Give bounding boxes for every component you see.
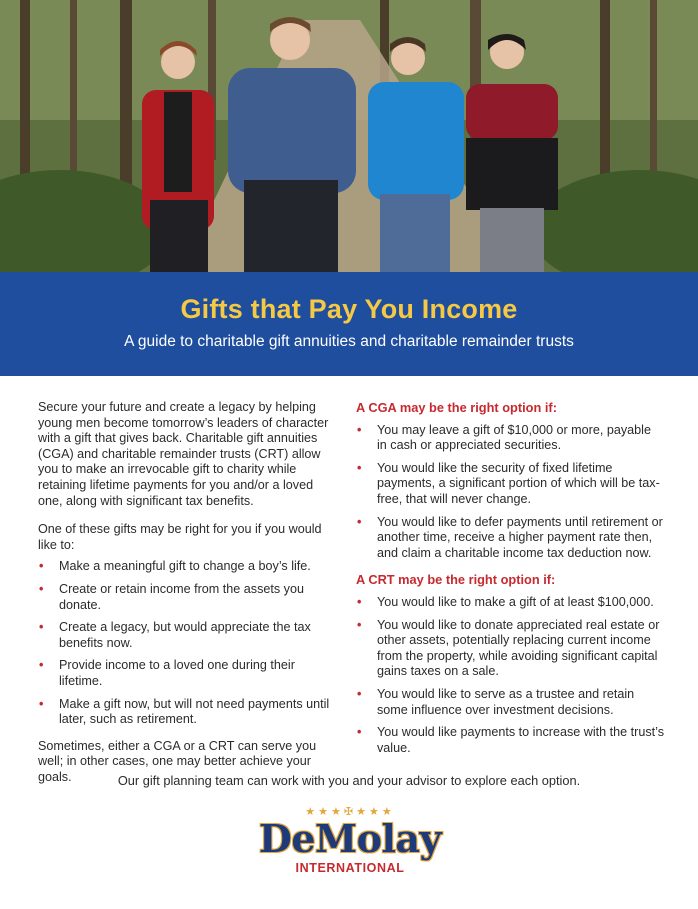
bullet-icon: • bbox=[357, 422, 362, 437]
page-subtitle: A guide to charitable gift annuities and charitable remainder trusts bbox=[124, 333, 574, 350]
bullet-icon: • bbox=[357, 514, 362, 529]
cga-heading: A CGA may be the right option if: bbox=[356, 400, 557, 415]
lead-paragraph: One of these gifts may be right for you if you would like to: bbox=[38, 522, 322, 552]
intro-paragraph: Secure your future and create a legacy by helping young men become tomorrow’s leaders of character with a gift that gives back. Charitable gift annuities (CGA) and charitable remainder trusts (CRT) allow you to make an irrevocable gift to charity while retaining lifetime payments for you and/or a loved one, along with significant tax benefits. bbox=[38, 400, 329, 508]
star-row-icon: ★★★✠★★★ bbox=[305, 806, 395, 818]
logo-wordmark: DeMolay bbox=[258, 816, 442, 861]
bullet-icon: • bbox=[39, 559, 44, 574]
list-item: • You would like to defer payments until retirement or another time, receive a higher payment rate then, and claim a charitable income tax deduction now. bbox=[357, 514, 663, 560]
bullet-icon: • bbox=[39, 696, 44, 711]
list-item: • You would like to donate appreciated real estate or other assets, potentially replacing current income from the property, while avoiding significant capital gains taxes on a sale. bbox=[357, 617, 660, 679]
cga-list bbox=[356, 423, 664, 562]
logo-subtitle: INTERNATIONAL bbox=[295, 861, 405, 875]
bullet-icon: • bbox=[39, 581, 44, 596]
benefit-list bbox=[38, 559, 334, 727]
bullet-icon: • bbox=[357, 594, 362, 609]
list-item: • You would like to make a gift of at least $100,000. bbox=[357, 594, 654, 609]
bullet-icon: • bbox=[357, 725, 362, 740]
bullet-icon: • bbox=[39, 658, 44, 673]
list-item: • You would like to serve as a trustee and retain some influence over investment decisions. bbox=[357, 686, 635, 717]
right-column bbox=[356, 400, 664, 767]
list-item: • You would like the security of fixed lifetime payments, a significant portion of which will be tax-free, that will never change. bbox=[357, 460, 660, 506]
bullet-icon: • bbox=[357, 617, 362, 632]
bullet-icon: • bbox=[357, 686, 362, 701]
hero-photo-illustration bbox=[0, 0, 698, 272]
list-item: • You would like payments to increase with the trust’s value. bbox=[357, 725, 665, 755]
list-item: • Make a meaningful gift to change a boy’s life. bbox=[39, 559, 311, 574]
list-item: • Create a legacy, but would appreciate the tax benefits now. bbox=[39, 620, 311, 650]
list-item: • Provide income to a loved one during their lifetime. bbox=[39, 658, 295, 688]
hero-photo bbox=[0, 0, 698, 272]
list-item: • Make a gift now, but will not need payments until later, such as retirement. bbox=[39, 696, 330, 727]
closing-paragraph: Sometimes, either a CGA or a CRT can serve you well; in other cases, one may better achieve your goals. bbox=[38, 738, 317, 784]
crt-heading: A CRT may be the right option if: bbox=[356, 572, 556, 588]
crt-list bbox=[356, 595, 664, 756]
page-title: Gifts that Pay You Income bbox=[180, 294, 518, 324]
title-banner bbox=[0, 272, 698, 376]
bullet-icon: • bbox=[39, 620, 44, 635]
footer-text: Our gift planning team can work with you and your advisor to explore each option. bbox=[117, 773, 581, 788]
list-item: • You may leave a gift of $10,000 or more, payable in cash or appreciated securities. bbox=[357, 422, 651, 453]
left-column bbox=[38, 400, 334, 798]
list-item: • Create or retain income from the assets you donate. bbox=[39, 581, 304, 612]
demolay-logo bbox=[240, 805, 460, 885]
bullet-icon: • bbox=[357, 460, 362, 475]
